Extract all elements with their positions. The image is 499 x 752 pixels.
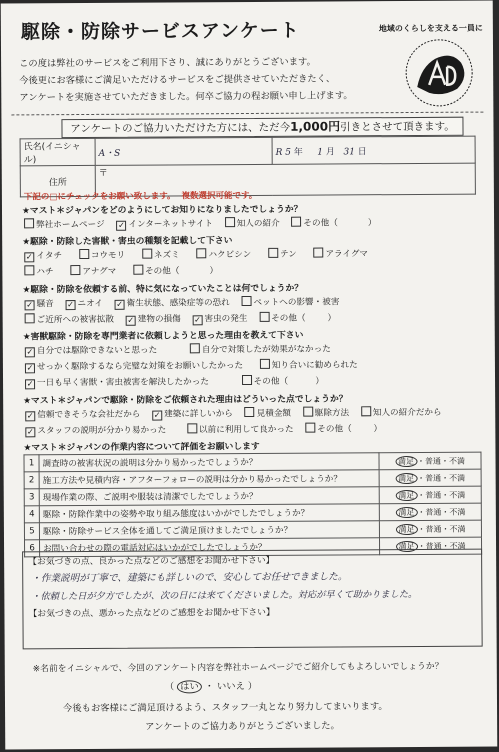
q5-checkbox-referral[interactable] [361,406,371,416]
date-field[interactable]: R 5 年 1 月 31 日 [272,136,475,164]
q3-checkbox-building[interactable]: ✓ [127,315,135,325]
question-1: ★マスト＊ジャパンをどのようにしてお知りになりましたでしょうか？ [21,204,303,217]
q3-options-row2: ご近所への被害拡散 ✓ 建物の損傷 ✓ 害虫の発生 その他（ ） [25,311,345,326]
question-2: ★駆除・防除した害獣・害虫の種類を記載して下さい [22,236,233,248]
q5-checkbox-other[interactable] [305,423,315,433]
q4-options-row1: ✓ 自分では駆除できないと思った 自分で対策したが効果がなかった [26,344,331,357]
q2-checkbox-anaguma[interactable] [70,265,80,275]
q2-checkbox-koumori[interactable] [79,249,89,259]
q5-checkbox-building[interactable]: ✓ [153,410,161,420]
q3-checkbox-other[interactable] [259,312,269,322]
eval-row: 1 調査時の被害状況の説明は分かり易かったでしょうか？ 満足 ・普通・不満 [24,452,481,472]
eval-scale-5[interactable]: 満足 ・普通・不満 [379,520,481,538]
q2-checkbox-nezumi[interactable] [142,249,152,259]
name-field[interactable]: A・S [95,137,272,165]
cut-line [11,112,483,116]
q1-checkbox-other[interactable] [291,217,301,227]
evaluation-table [23,452,482,558]
q4-checkbox-recommended[interactable] [260,359,270,369]
eval-scale-4[interactable]: 満足 ・普通・不満 [379,503,481,521]
q3-checkbox-pet[interactable] [241,296,251,306]
question-4: ★害獣駆除・防除を専門業者に依頼しようと思った理由を教えて下さい [22,330,304,343]
address-field[interactable]: 〒 [95,163,475,196]
comments-box[interactable] [22,549,483,650]
q5-options-row1: ✓ 信頼できそうな会社だから ✓ 建築に詳しいから 見積金額 駆除方法 知人の紹介だから [26,407,442,421]
consent-options[interactable]: （ はい ・ いいえ ） [164,680,258,693]
bad-comments-label: 【お気づきの点、悪かった点などのご感想をお聞かせ下さい】 [28,607,275,620]
q4-checkbox-cannot[interactable]: ✓ [26,347,34,357]
page-title: 駆除・防除サービスアンケート [20,19,300,44]
q4-checkbox-other[interactable] [242,375,252,385]
q3-checkbox-neighbor[interactable] [25,313,35,323]
consent-no[interactable]: いいえ [216,681,245,693]
q5-checkbox-staff[interactable]: ✓ [26,427,34,437]
q5-checkbox-estimate[interactable] [245,407,255,417]
eval-scale-3[interactable]: 満足 ・普通・不満 [379,486,481,504]
reward-banner: アンケートのご協力いただけた方には、ただ今1,000円引きとさせて頂きます。 [61,117,463,138]
q3-checkbox-noise[interactable]: ✓ [26,300,33,310]
question-5: ★マスト＊ジャパンで駆除・防除をご依頼された理由はどういった点でしょうか？ [23,394,348,407]
company-logo-icon [399,37,479,109]
q3-options-row1: ✓ 騒音 ✓ ニオイ ✓ 衛生状態、感染症等の恐れ ペットへの影響・被害 [26,297,340,310]
logo-tagline: 地域のくらしを支える一員に [378,23,483,34]
consent-yes[interactable]: はい [177,680,202,693]
q1-options: 弊社ホームページ ✓ インターネットサイト 知人の紹介 その他（ ） [24,216,385,231]
survey-sheet [1,1,498,750]
good-comment-line-1: ・作業説明が丁寧で、建築にも詳しいので、安心してお任せできました。 [31,571,348,585]
q2-checkbox-itachi[interactable]: ✓ [25,252,33,262]
q3-checkbox-hygiene[interactable]: ✓ [116,299,123,309]
q2-checkbox-ten[interactable] [268,248,278,258]
q5-options-row2: ✓ スタッフの説明が分かり易かった 以前に利用して良かった その他（ ） [26,424,383,437]
closing-line-1: 今後もお客様にご満足頂けるよう、スタッフ一丸となり努力してまいります。 [63,701,388,715]
q2-options-row2: ハチ アナグマ その他（ ） [24,264,227,277]
q2-options-row1: ✓ イタチ コウモリ ネズミ ハクビシン テン アライグマ [25,249,369,262]
q5-checkbox-method[interactable] [303,407,313,417]
q4-options-row3: ✓ 一日も早く害獣・害虫被害を解決したかった その他（ ） [26,376,325,389]
q2-checkbox-hachi[interactable] [24,265,34,275]
q4-checkbox-asap[interactable]: ✓ [26,379,34,389]
eval-row: 3 現場作業の際、ご説明や服装は清潔でしたでしょうか？ 満足 ・普通・不満 [24,486,481,506]
question-6: ★マスト＊ジャパンの作業内容について評価をお願いします [23,441,260,454]
q5-checkbox-previous[interactable] [187,423,197,433]
good-comments-label: 【お気づきの点、良かった点などのご感想をお聞かせ下さい】 [28,555,275,568]
name-label: 氏名(イニシャル) [20,138,95,165]
eval-row: 6 お問い合わせの際の電話対応はいかがでしたでしょうか？ 満足 ・普通・不満 [25,537,482,557]
instruction-note: 下記の□にチェックをお願い致します。 複数選択可能です。 [23,190,258,203]
q4-checkbox-perfect[interactable]: ✓ [26,363,34,373]
good-comment-line-2: ・依頼した日が夕方でしたが、次の日には来てくださいました。対応が早くて助かりました。 [31,588,418,603]
eval-scale-6[interactable]: 満足 ・普通・不満 [379,537,481,555]
eval-row: 5 駆除・防除サービス全体を通してご満足頂けましたでしょうか？ 満足 ・普通・不満 [24,520,481,540]
q1-checkbox-internet[interactable]: ✓ [118,220,125,230]
eval-row: 4 駆除・防除作業中の姿勢や取り組み態度はいかがでしたでしょうか？ 満足 ・普通・不満 [24,503,481,523]
q3-checkbox-insects[interactable]: ✓ [194,315,201,325]
eval-scale-1[interactable]: 満足 ・普通・不満 [379,452,481,470]
question-3: ★駆除・防除を依頼する前、特に気になっていたことは何でしょうか？ [22,283,304,296]
q4-checkbox-no-effect[interactable] [190,343,200,353]
q4-options-row2: ✓ せっかく駆除するなら完璧な対策をお願いしたかった 知り合いに勧められた [26,360,358,373]
closing-line-2: アンケートのご協力ありがとうございました。 [145,720,340,733]
q2-checkbox-araiguma[interactable] [313,248,323,258]
eval-scale-2[interactable]: 満足 ・普通・不満 [379,469,481,487]
address-label: 住所 [20,165,95,196]
q1-checkbox-referral[interactable] [225,217,235,227]
eval-row: 2 施工方法や見積内容・アフターフォローの説明は分かり易かったでしょうか？ 満足 ・普通・不満 [24,469,481,489]
q5-checkbox-trust[interactable]: ✓ [26,411,34,421]
q2-checkbox-other[interactable] [133,265,143,275]
q3-checkbox-smell[interactable]: ✓ [67,300,74,310]
q1-checkbox-homepage[interactable] [24,218,34,228]
consent-question: ※名前をイニシャルで、今回のアンケート内容を弊社ホームページでご紹介してもよろしいでしょうか？ [32,661,444,675]
intro-text: この度は弊社のサービスをご利用下さり、誠にありがとうございます。 今後更にお客様にご満足いただけるサービスをご提供させていただきたく、 アンケートを実施させていただきました。何卒ご協力の程お願い申し上げます。 [19,56,353,104]
q2-checkbox-hakubishin[interactable] [196,248,206,258]
